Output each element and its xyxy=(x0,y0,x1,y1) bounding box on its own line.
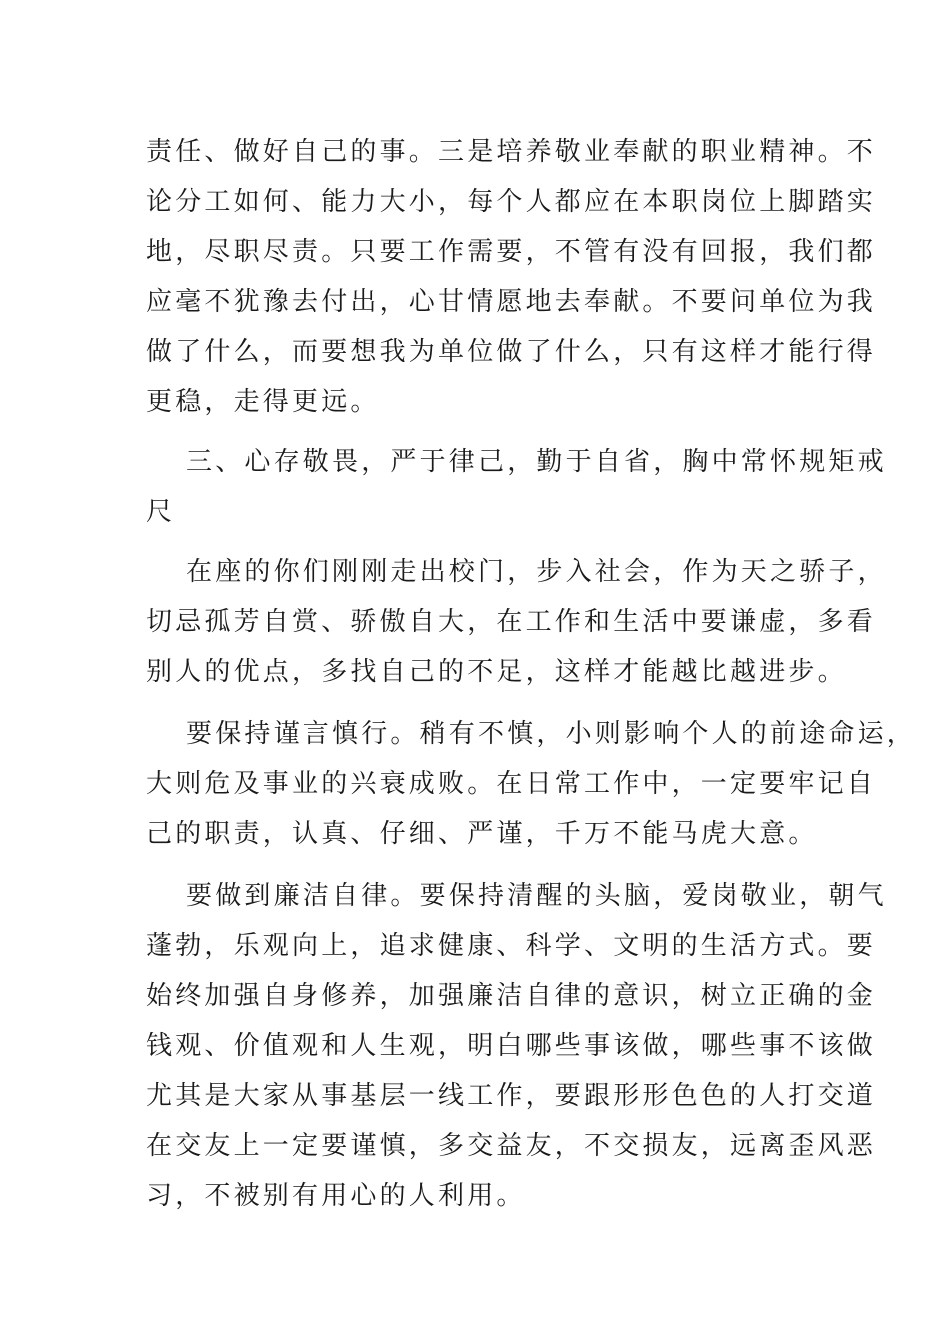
text-line: 切忌孤芳自赏、骄傲自大，在工作和生活中要谦虚，多看 xyxy=(146,607,877,637)
text-line: 更稳，走得更远。 xyxy=(146,387,380,417)
text-line: 钱观、价值观和人生观，明白哪些事该做，哪些事不该做 xyxy=(146,1031,877,1061)
paragraph-humility xyxy=(146,547,887,697)
text-line: 尤其是大家从事基层一线工作，要跟形形色色的人打交道 xyxy=(146,1081,877,1111)
text-line: 习，不被别有用心的人利用。 xyxy=(146,1181,526,1211)
text-line: 大则危及事业的兴衰成败。在日常工作中，一定要牢记自 xyxy=(146,769,877,799)
text-line: 要做到廉洁自律。要保持清醒的头脑，爱岗敬业，朝气 xyxy=(186,881,887,911)
paragraph-integrity xyxy=(146,871,887,1221)
text-line: 己的职责，认真、仔细、严谨，千万不能马虎大意。 xyxy=(146,819,818,849)
text-line: 在座的你们刚刚走出校门，步入社会，作为天之骄子， xyxy=(186,557,887,587)
heading-line: 尺 xyxy=(146,497,176,527)
text-line: 始终加强自身修养，加强廉洁自律的意识，树立正确的金 xyxy=(146,981,877,1011)
paragraph-caution xyxy=(146,709,917,859)
text-line: 应毫不犹豫去付出，心甘情愿地去奉献。不要问单位为我 xyxy=(146,287,877,317)
text-line: 责任、做好自己的事。三是培养敬业奉献的职业精神。不 xyxy=(146,137,877,167)
text-line: 地，尽职尽责。只要工作需要，不管有没有回报，我们都 xyxy=(146,237,877,267)
section-heading-three xyxy=(146,437,887,537)
text-line: 要保持谨言慎行。稍有不慎，小则影响个人的前途命运， xyxy=(186,719,917,749)
text-line: 论分工如何、能力大小，每个人都应在本职岗位上脚踏实 xyxy=(146,187,877,217)
paragraph-professional-spirit xyxy=(146,127,877,427)
heading-line: 三、心存敬畏，严于律己，勤于自省，胸中常怀规矩戒 xyxy=(186,447,887,477)
text-line: 蓬勃，乐观向上，追求健康、科学、文明的生活方式。要 xyxy=(146,931,877,961)
text-line: 在交友上一定要谨慎，多交益友，不交损友，远离歪风恶 xyxy=(146,1131,877,1161)
text-line: 做了什么，而要想我为单位做了什么，只有这样才能行得 xyxy=(146,337,877,367)
text-line: 别人的优点，多找自己的不足，这样才能越比越进步。 xyxy=(146,657,847,687)
